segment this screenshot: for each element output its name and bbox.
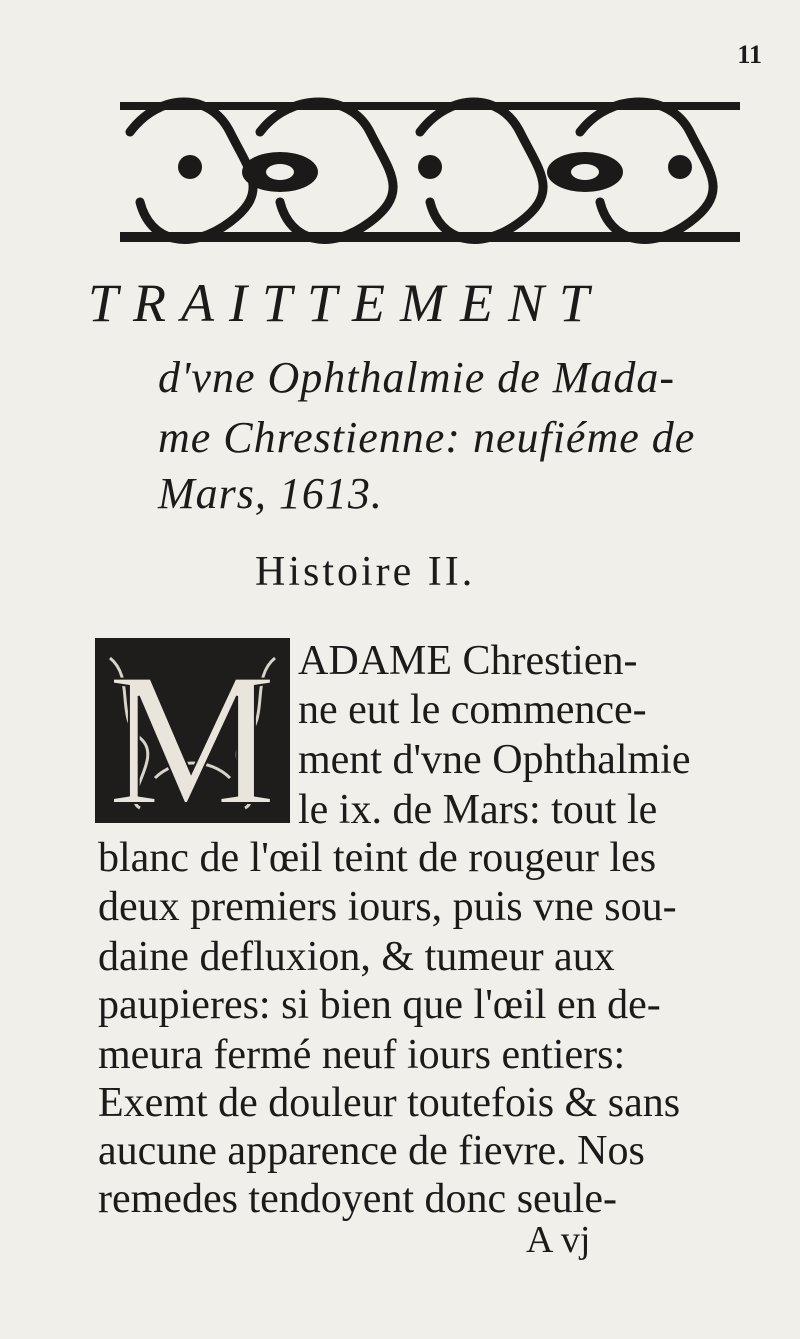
ornamental-headpiece bbox=[120, 92, 740, 250]
body-line: remedes tendoyent donc seule- bbox=[98, 1176, 617, 1222]
title-line-4: Mars, 1613. bbox=[158, 469, 383, 518]
title-line-3: me Chrestienne: neufiéme de bbox=[158, 413, 696, 462]
body-line: daine defluxion, & tumeur aux bbox=[98, 934, 615, 980]
signature-mark: A vj bbox=[526, 1219, 591, 1261]
body-line: ne eut le commence- bbox=[298, 687, 647, 733]
body-line: aucune apparence de fievre. Nos bbox=[98, 1128, 645, 1174]
section-heading: Histoire II. bbox=[255, 549, 476, 595]
initial-letter: M bbox=[107, 638, 277, 823]
body-line: meura fermé neuf iours entiers: bbox=[98, 1032, 626, 1078]
body-line: blanc de l'œil teint de rougeur les bbox=[98, 835, 657, 881]
body-line: deux premiers iours, puis vne sou- bbox=[98, 884, 677, 930]
body-line: ADAME Chrestien- bbox=[298, 638, 638, 684]
title-line-2: d'vne Ophthalmie de Mada- bbox=[158, 353, 676, 402]
decorated-initial bbox=[95, 638, 290, 823]
scroll-ornament-icon bbox=[120, 92, 740, 250]
page-number: 11 bbox=[737, 40, 762, 69]
floral-initial-m-icon bbox=[95, 638, 290, 823]
body-line: paupieres: si bien que l'œil en de- bbox=[98, 982, 661, 1028]
body-line: Exemt de douleur toutefois & sans bbox=[98, 1080, 681, 1126]
body-line: le ix. de Mars: tout le bbox=[298, 787, 658, 833]
body-line: ment d'vne Ophthalmie bbox=[298, 737, 691, 783]
title-line-1: TRAITTEMENT bbox=[88, 273, 605, 333]
